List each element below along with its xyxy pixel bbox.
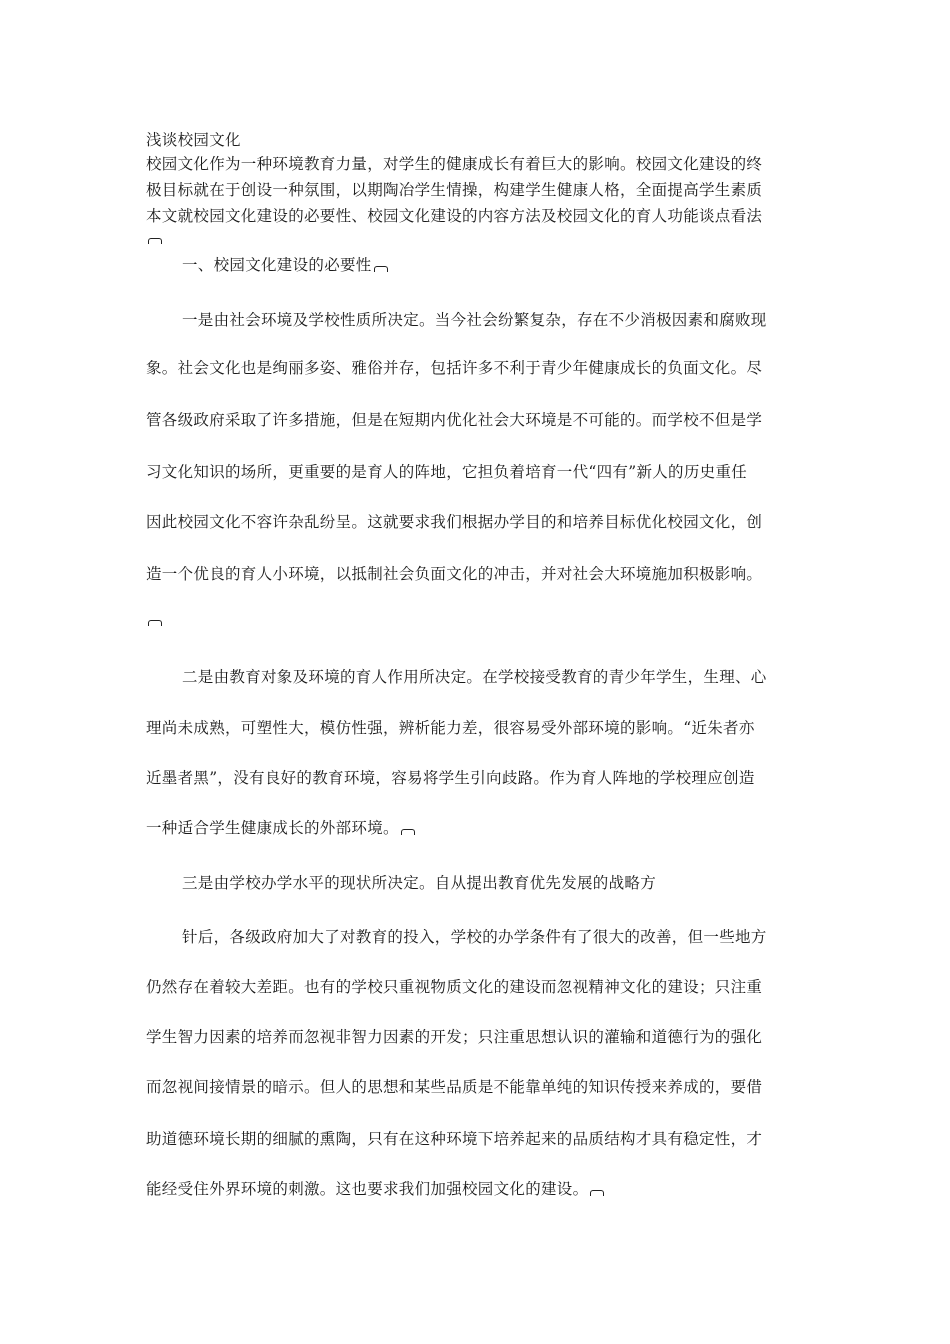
paragraph-line <box>146 1179 604 1199</box>
paragraph-line-text: 能经受住外界环境的刺激。这也要求我们加强校园文化的建设。 <box>146 1180 589 1198</box>
section-heading <box>182 255 388 275</box>
paragraph-line: 管各级政府采取了许多措施，但是在短期内优化社会大环境是不可能的。而学校不但是学 <box>146 411 763 429</box>
paragraph-line: 造一个优良的育人小环境，以抵制社会负面文化的冲击，并对社会大环境施加积极影响。 <box>146 565 763 583</box>
paragraph-line <box>146 818 415 838</box>
document-title: 浅谈校园文化 <box>146 131 241 149</box>
paragraph-line: 理尚未成熟，可塑性大，模仿性强，辨析能力差，很容易受外部环境的影响。“近朱者亦 <box>146 719 755 737</box>
paragraph-mark-icon <box>148 620 162 626</box>
paragraph-line: 二是由教育对象及环境的育人作用所决定。在学校接受教育的青少年学生，生理、心 <box>182 668 767 686</box>
intro-line: 极目标就在于创设一种氛围，以期陶冶学生情操，构建学生健康人格，全面提高学生素质 <box>146 181 763 199</box>
paragraph-line: 习文化知识的场所，更重要的是育人的阵地，它担负着培育一代“四有”新人的历史重任 <box>146 463 748 481</box>
paragraph-line: 近墨者黑”，没有良好的教育环境，容易将学生引向歧路。作为育人阵地的学校理应创造 <box>146 769 755 787</box>
section-heading-text: 一、校园文化建设的必要性 <box>182 256 372 274</box>
paragraph-line: 而忽视间接情景的暗示。但人的思想和某些品质是不能靠单纯的知识传授来养成的，要借 <box>146 1078 763 1096</box>
paragraph-mark-icon <box>590 1190 604 1196</box>
paragraph-line: 仍然存在着较大差距。也有的学校只重视物质文化的建设而忽视精神文化的建设；只注重 <box>146 978 763 996</box>
paragraph-mark-icon <box>148 238 162 244</box>
paragraph-line: 三是由学校办学水平的现状所决定。自从提出教育优先发展的战略方 <box>182 874 657 892</box>
paragraph-line: 助道德环境长期的细腻的熏陶，只有在这种环境下培养起来的品质结构才具有稳定性，才 <box>146 1130 763 1148</box>
intro-line: 校园文化作为一种环境教育力量，对学生的健康成长有着巨大的影响。校园文化建设的终 <box>146 155 763 173</box>
paragraph-line: 因此校园文化不容许杂乱纷呈。这就要求我们根据办学目的和培养目标优化校园文化，创 <box>146 513 763 531</box>
paragraph-line-text: 一种适合学生健康成长的外部环境。 <box>146 819 399 837</box>
intro-line: 本文就校园文化建设的必要性、校园文化建设的内容方法及校园文化的育人功能谈点看法 <box>146 207 763 225</box>
paragraph-mark-icon <box>374 266 388 272</box>
paragraph-line: 象。社会文化也是绚丽多姿、雅俗并存，包括许多不利于青少年健康成长的负面文化。尽 <box>146 359 763 377</box>
paragraph-line: 一是由社会环境及学校性质所决定。当今社会纷繁复杂，存在不少消极因素和腐败现 <box>182 311 767 329</box>
paragraph-line: 学生智力因素的培养而忽视非智力因素的开发；只注重思想认识的灌输和道德行为的强化 <box>146 1028 763 1046</box>
paragraph-line: 针后，各级政府加大了对教育的投入，学校的办学条件有了很大的改善，但一些地方 <box>182 928 767 946</box>
paragraph-mark-icon <box>401 829 415 835</box>
